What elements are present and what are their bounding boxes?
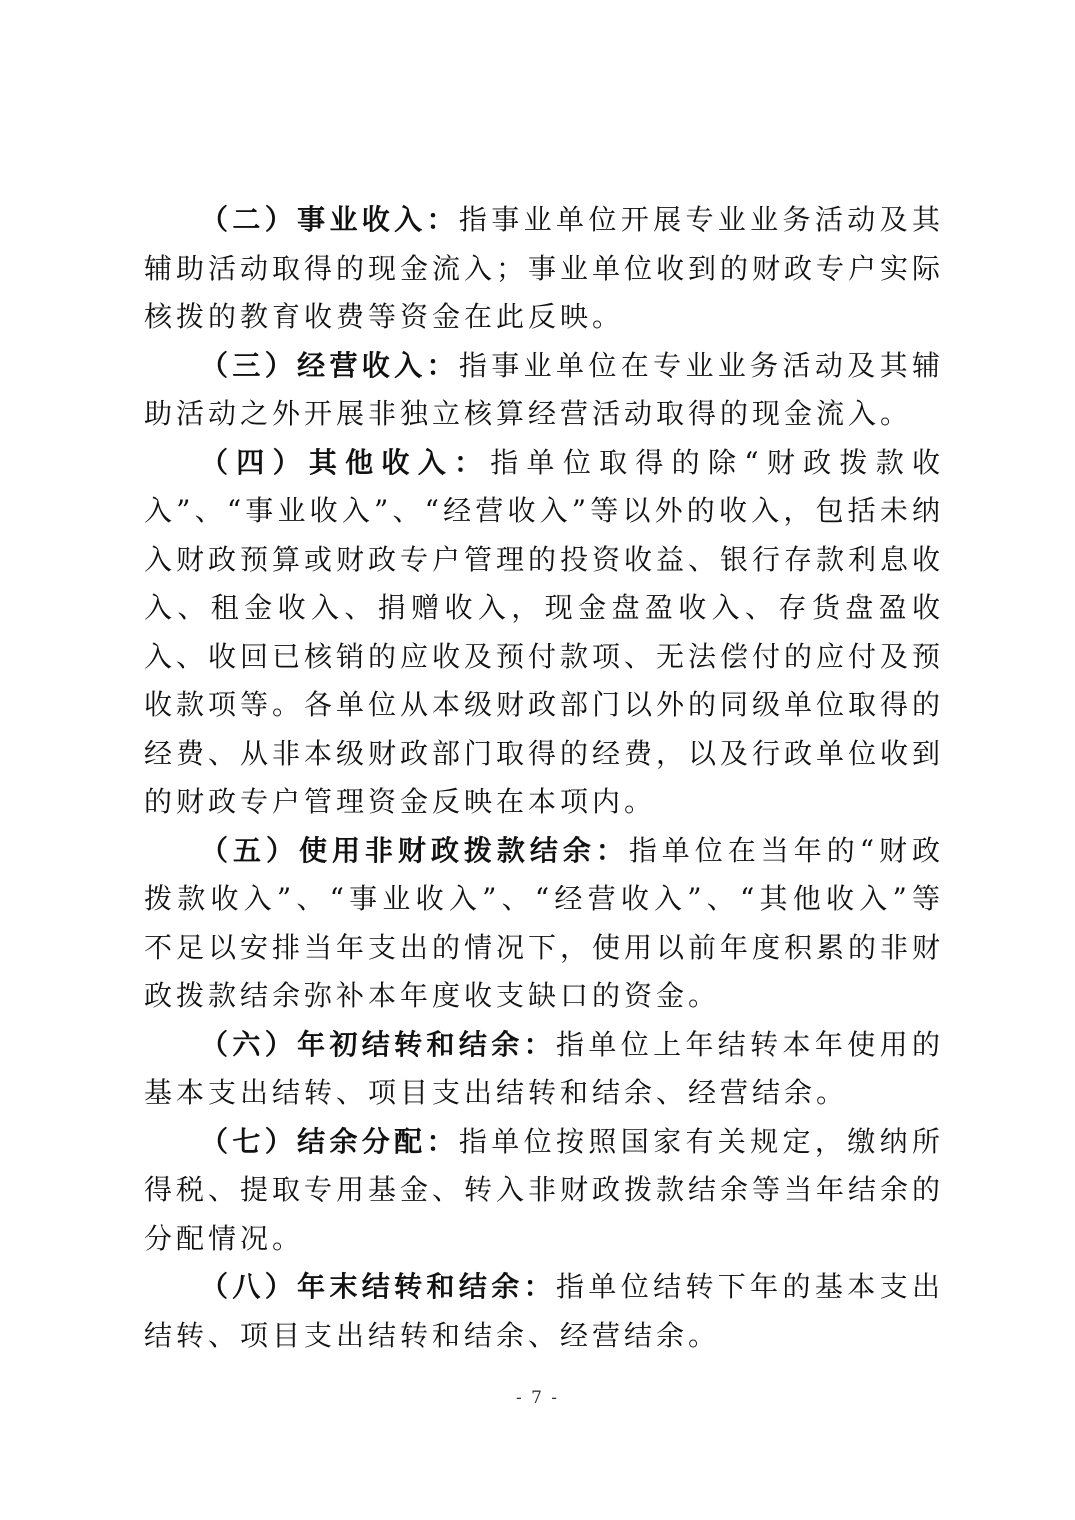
page-number: - 7 -	[515, 1388, 560, 1408]
paragraph-text: 指单位取得的除“财政拨款收入”、“事业收入”、“经营收入”等以外的收入，包括未纳入财政预算或财政专户管理的投资收益、银行存款利息收入、租金收入、捐赠收入，现金盘盈收入、存货盘盈收入、收回已核销的应收及预付款项、无法偿付的应付及预收款项等。各单位从本级财政部门以外的同级单位取得的经费、从非本级财政部门取得的经费，以及行政单位收到的财政专户管理资金反映在本项内。	[144, 445, 945, 818]
term-label: （六）年初结转和结余：	[200, 1027, 556, 1061]
paragraph-operating-income	[144, 342, 944, 439]
paragraph-business-income	[144, 196, 944, 342]
term-label: （三）经营收入：	[200, 348, 459, 382]
paragraph-opening-balance	[144, 1021, 944, 1118]
paragraph-text: 指单位在当年的“财政拨款收入”、“事业收入”、“经营收入”、“其他收入”等不足以安排当年支出的情况下，使用以前年度积累的非财政拨款结余弥补本年度收支缺口的资金。	[144, 833, 945, 1012]
paragraph-surplus-distribution	[144, 1118, 944, 1264]
term-label: （五）使用非财政拨款结余：	[200, 833, 629, 867]
paragraph-text: 指事业单位开展专业业务活动及其辅助活动取得的现金流入；事业单位收到的财政专户实际核拨的教育收费等资金在此反映。	[144, 203, 945, 333]
paragraph-text: 指单位按照国家有关规定，缴纳所得税、提取专用基金、转入非财政拨款结余等当年结余的分配情况。	[144, 1124, 945, 1255]
paragraph-closing-balance	[144, 1263, 944, 1360]
term-label: （七）结余分配：	[200, 1124, 459, 1158]
term-label: （八）年末结转和结余：	[200, 1270, 556, 1303]
paragraph-non-fiscal-surplus	[144, 827, 944, 1021]
term-label: （四）其他收入：	[200, 445, 491, 479]
paragraph-text: 指单位结转下年的基本支出结转、项目支出结转和结余、经营结余。	[144, 1270, 944, 1352]
paragraph-text: 指事业单位在专业业务活动及其辅助活动之外开展非独立核算经营活动取得的现金流入。	[144, 348, 944, 430]
term-label: （二）事业收入：	[200, 203, 459, 236]
paragraph-text: 指单位上年结转本年使用的基本支出结转、项目支出结转和结余、经营结余。	[144, 1027, 944, 1109]
paragraph-other-income	[144, 439, 944, 827]
document-body	[144, 196, 944, 1360]
